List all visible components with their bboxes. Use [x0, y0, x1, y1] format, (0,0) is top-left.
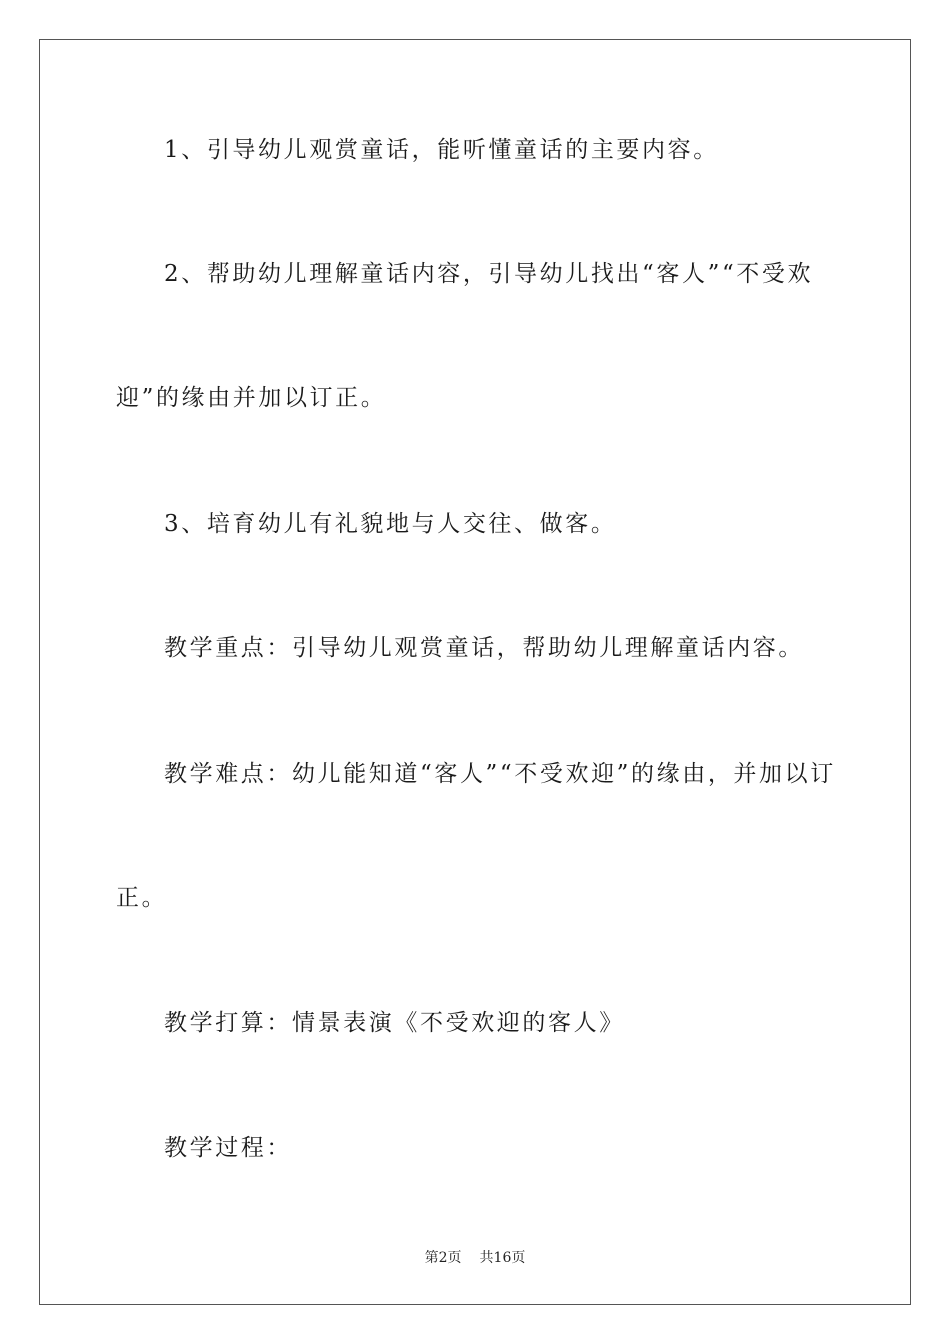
goal-2: 2、帮助幼儿理解童话内容，引导幼儿找出“客人”“不受欢 — [164, 261, 814, 287]
teaching-difficulty-continued: 正。 — [116, 885, 168, 911]
page-footer — [0, 1247, 950, 1267]
page-number: 第2页 — [424, 1250, 462, 1266]
teaching-process-heading: 教学过程： — [164, 1135, 292, 1161]
goal-2-continued: 迎”的缘由并加以订正。 — [116, 385, 387, 411]
teaching-focus: 教学重点：引导幼儿观赏童话，帮助幼儿理解童话内容。 — [164, 635, 804, 661]
goal-1: 1、引导幼儿观赏童话，能听懂童话的主要内容。 — [164, 137, 719, 163]
page-total: 共16页 — [479, 1250, 526, 1266]
goal-3: 3、培育幼儿有礼貌地与人交往、做客。 — [164, 511, 617, 537]
page-border — [39, 39, 911, 1305]
teaching-difficulty: 教学难点：幼儿能知道“客人”“不受欢迎”的缘由，并加以订 — [164, 761, 836, 787]
teaching-preparation: 教学打算：情景表演《不受欢迎的客人》 — [164, 1010, 625, 1036]
